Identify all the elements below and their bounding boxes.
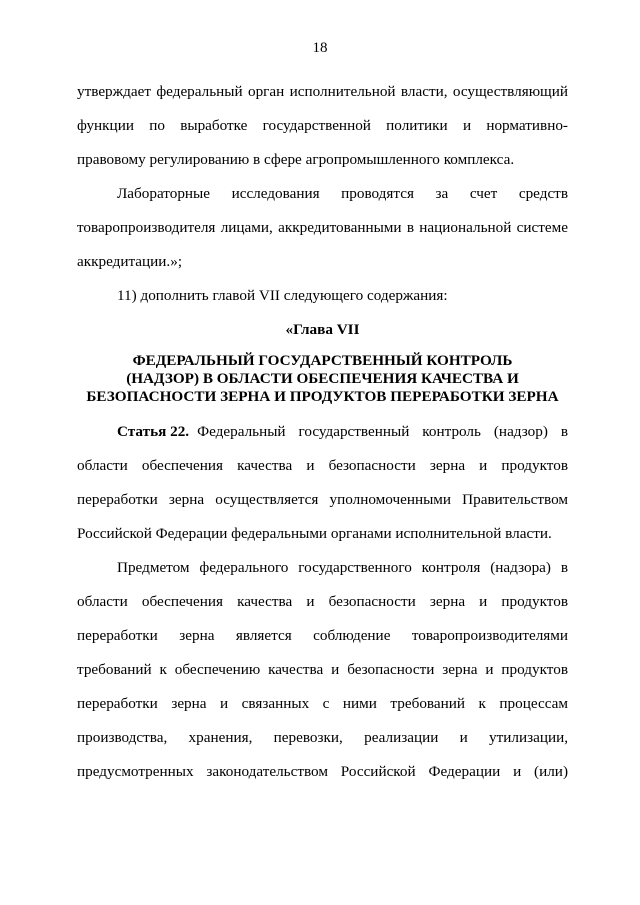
chapter-title-line: ФЕДЕРАЛЬНЫЙ ГОСУДАРСТВЕННЫЙ КОНТРОЛЬ	[132, 352, 513, 369]
text-line: требований к обеспечению качества и безопасности зерна и продуктов	[77, 661, 568, 678]
text-line: утверждает федеральный орган исполнительной власти, осуществляющий	[77, 83, 568, 100]
chapter-title-line: (НАДЗОР) В ОБЛАСТИ ОБЕСПЕЧЕНИЯ КАЧЕСТВА И	[126, 370, 519, 387]
article-first-line	[117, 422, 568, 442]
text-line: переработки зерна и связанных с ними требований к процессам	[77, 695, 568, 712]
text-line: Российской Федерации федеральными органами исполнительной власти.	[77, 525, 552, 542]
text-line: переработки зерна является соблюдение товаропроизводителями	[77, 627, 568, 644]
text-line: области обеспечения качества и безопасности зерна и продуктов	[77, 593, 568, 610]
text-line: Федеральный государственный контроль (надзор) в	[197, 423, 568, 440]
text-line: переработки зерна осуществляется уполномоченными Правительством	[77, 491, 568, 508]
text-line: аккредитации.»;	[77, 253, 183, 270]
text-line: производства, хранения, перевозки, реализации и утилизации,	[77, 729, 568, 746]
text-line: области обеспечения качества и безопасности зерна и продуктов	[77, 457, 568, 474]
chapter-title-line: БЕЗОПАСНОСТИ ЗЕРНА И ПРОДУКТОВ ПЕРЕРАБОТКИ ЗЕРНА	[86, 388, 559, 405]
chapter-label: «Глава VII	[285, 321, 360, 338]
text-line: Лабораторные исследования проводятся за счет средств	[117, 185, 568, 202]
page-number: 18	[312, 40, 328, 56]
text-line: товаропроизводителя лицами, аккредитованными в национальной системе	[77, 219, 568, 236]
text-line: Предметом федерального государственного контроля (надзора) в	[117, 559, 568, 576]
article-label: Статья 22.	[117, 423, 190, 440]
text-line: предусмотренных законодательством Российской Федерации и (или)	[77, 763, 568, 780]
text-line: функции по выработке государственной политики и нормативно-	[77, 117, 568, 134]
text-line: правовому регулированию в сфере агропромышленного комплекса.	[77, 151, 515, 168]
text-line: 11) дополнить главой VII следующего содержания:	[117, 287, 448, 304]
